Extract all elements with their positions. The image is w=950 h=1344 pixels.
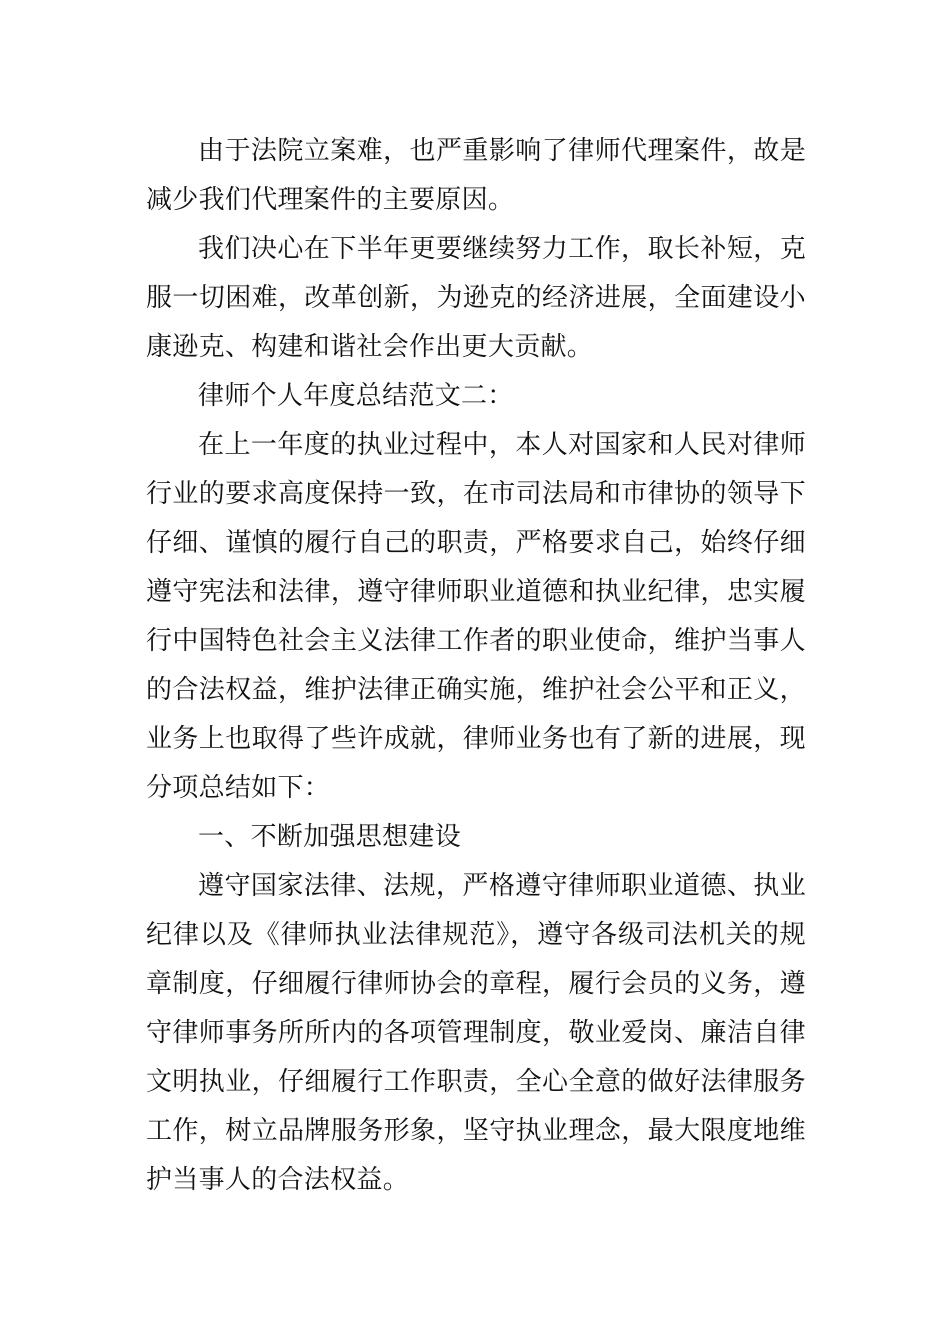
section-heading-ideology: 一、不断加强思想建设 <box>198 822 462 852</box>
paragraph-compliance: 遵守国家法律、法规，严格遵守律师职业道德、执业纪律以及《律师执业法律规范》，遵守各级司法机关的规章制度，仔细履行律师协会的章程，履行会员的义务，遵守律师事务所所内的各项管理制度，敬业爱岗、廉洁自律文明执业，仔细履行工作职责，全心全意的做好法律服务工作，树立品牌服务形象，坚守执业理念，最大限度地维护当事人的合法权益。 <box>146 871 806 1195</box>
paragraph-second-half-goals: 我们决心在下半年更要继续努力工作，取长补短，克服一切困难，改革创新，为逊克的经济进展，全面建设小康逊克、构建和谐社会作出更大贡献。 <box>146 234 806 362</box>
document-body <box>146 127 806 1205</box>
paragraph-practice-overview: 在上一年度的执业过程中，本人对国家和人民对律师行业的要求高度保持一致，在市司法局和市律协的领导下仔细、谨慎的履行自己的职责，严格要求自己，始终仔细遵守宪法和法律，遵守律师职业道德和执业纪律，忠实履行中国特色社会主义法律工作者的职业使命，维护当事人的合法权益，维护法律正确实施，维护社会公平和正义，业务上也取得了些许成就，律师业务也有了新的进展，现分项总结如下： <box>146 430 806 803</box>
section-heading-sample-two: 律师个人年度总结范文二： <box>198 381 514 411</box>
paragraph-filing-difficulty: 由于法院立案难，也严重影响了律师代理案件，故是减少我们代理案件的主要原因。 <box>146 136 806 215</box>
